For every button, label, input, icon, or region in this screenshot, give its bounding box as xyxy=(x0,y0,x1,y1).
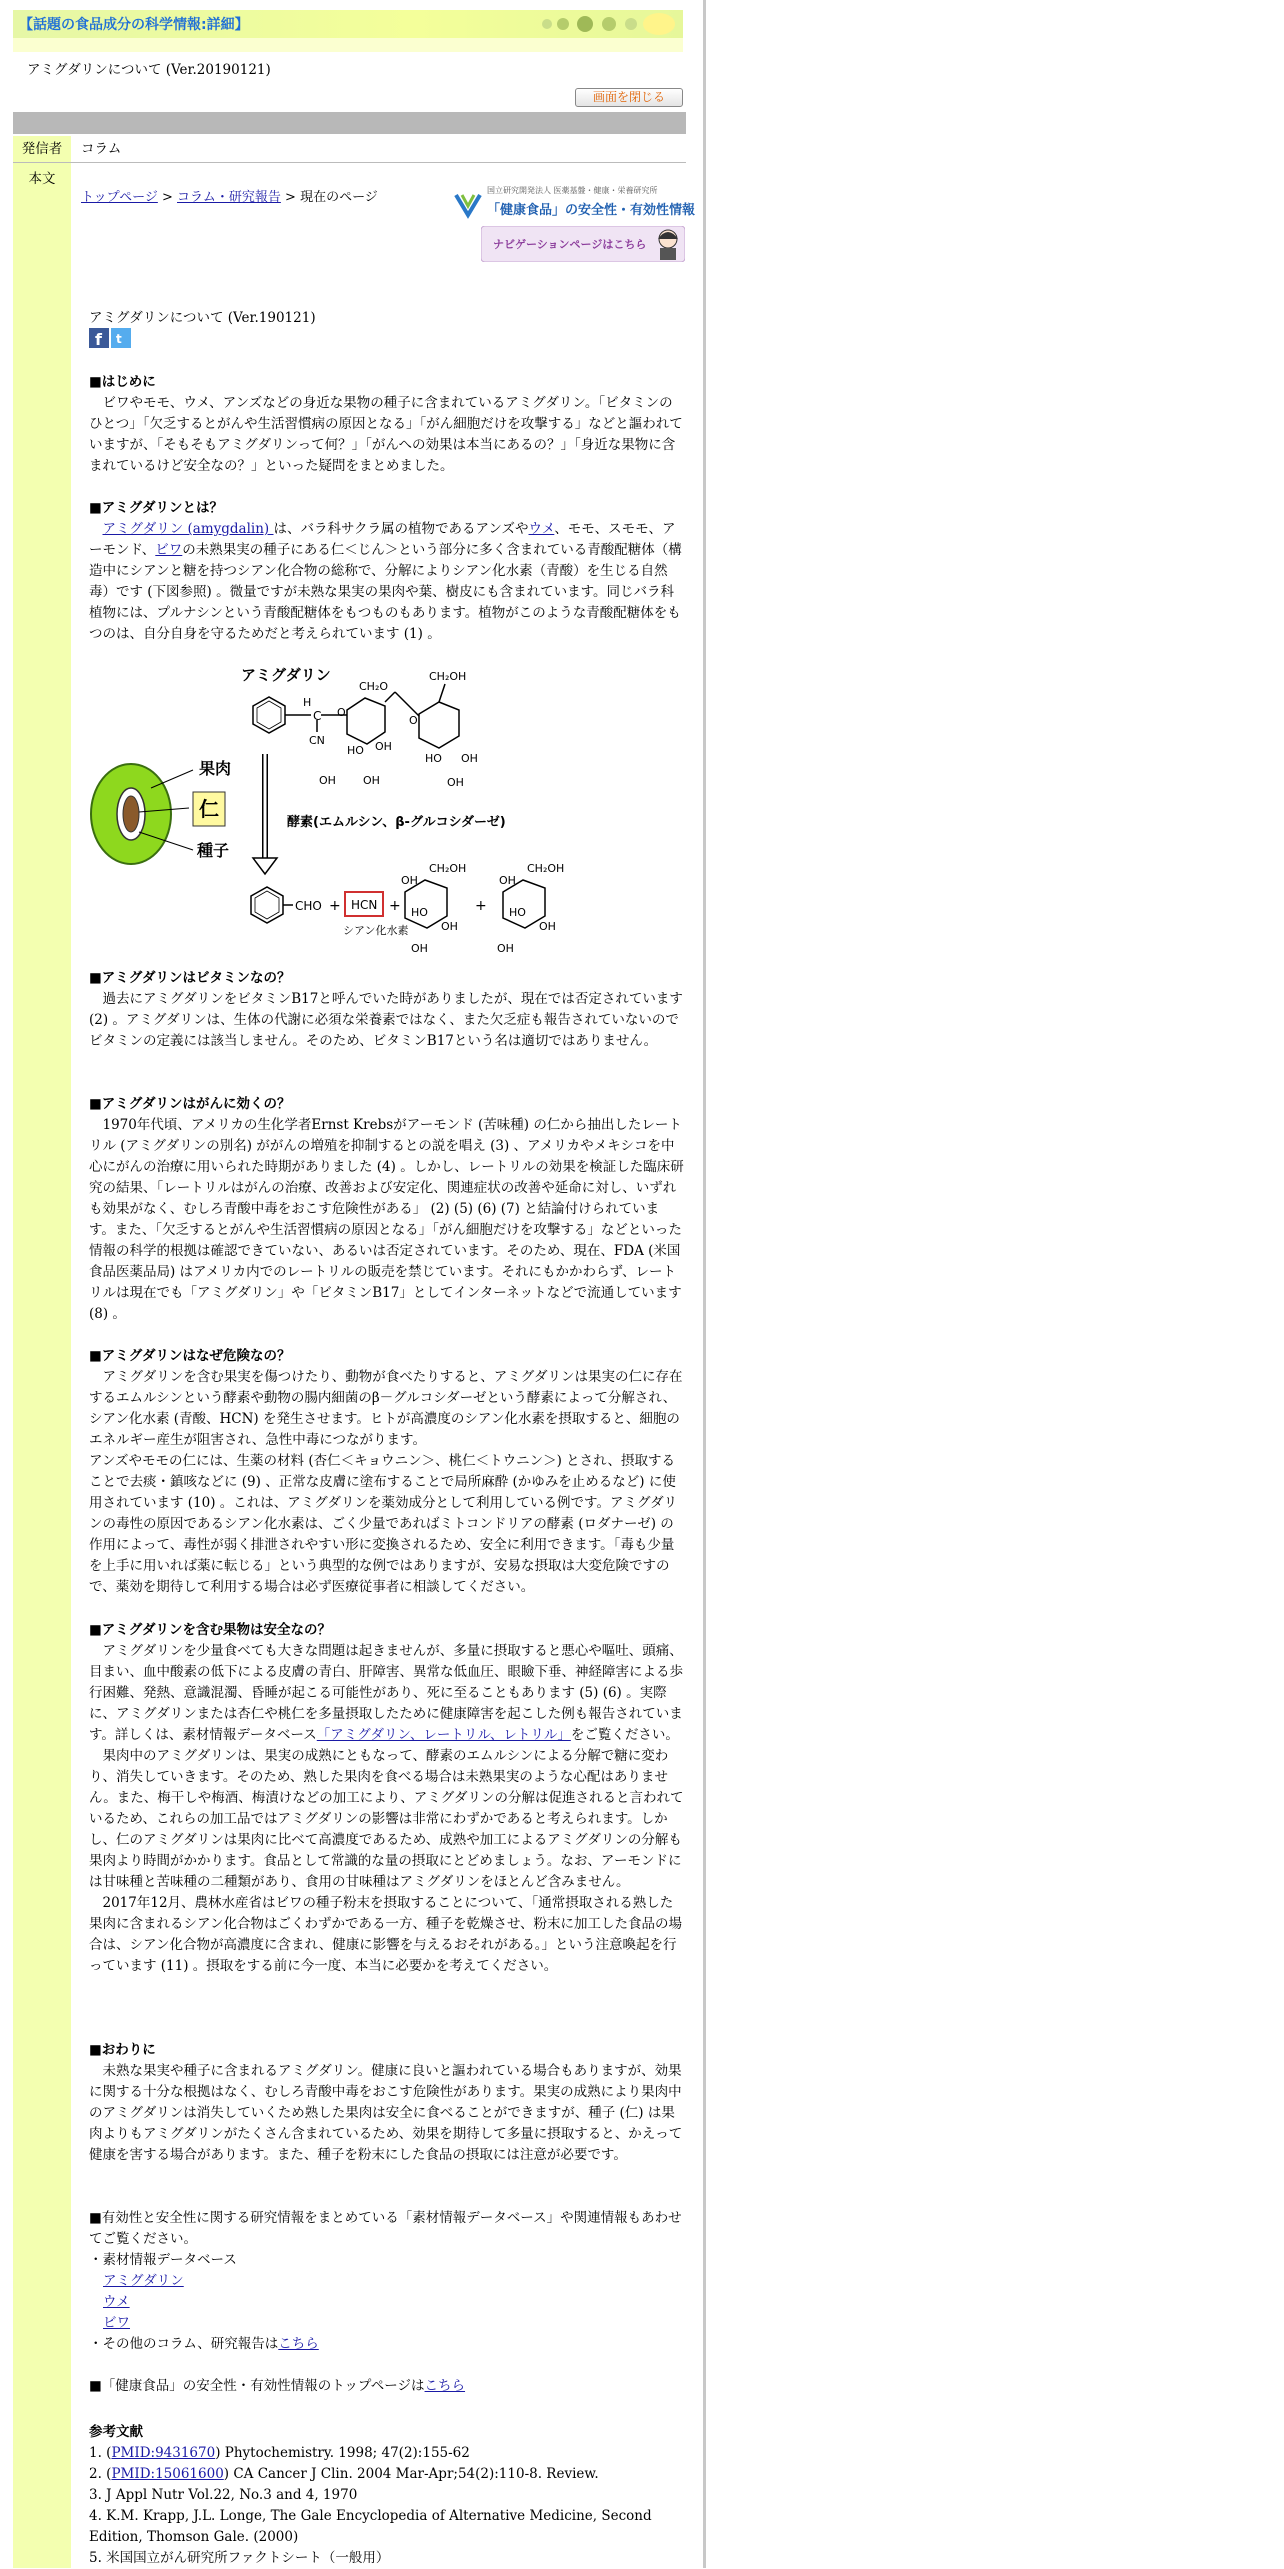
close-window-button[interactable]: 画面を閉じる xyxy=(575,88,683,107)
vitamin-heading: ■アミグダリンはビタミンなの？ xyxy=(89,970,291,986)
navigation-banner[interactable] xyxy=(481,226,685,262)
svg-text:CH₂OH: CH₂OH xyxy=(527,862,565,875)
amygdalin-structure xyxy=(253,684,459,748)
svg-text:CHO: CHO xyxy=(295,899,322,913)
section-vitamin xyxy=(89,968,685,1052)
svg-text:CH₂OH: CH₂OH xyxy=(429,670,467,683)
sns-share-buttons xyxy=(89,328,133,348)
section-references xyxy=(89,2422,685,2569)
site-logo[interactable] xyxy=(453,183,696,223)
related-top: ■「健康食品」の安全性・有効性情報のトップページはこちら xyxy=(89,2378,466,2394)
institute-logo-icon xyxy=(453,189,483,219)
what-text: アミグダリン (amygdalin) は、バラ科サクラ属の植物であるアンズやウメ、モモ、スモモ、アーモンド、ビワの未熟果実の種子にある仁＜じん＞という部分に多く含まれている青酸配糖体（構造中にシアンと糖を持つシアン化合物の総称で、分解によりシアン化水素（青酸）を生じる自然毒）です (下図参照) 。微量ですが未熟な果実の果肉や葉、樹皮にも含まれています。同じバラ科植物には、プルナシンという青酸配糖体をもつものもあります。植物がこのような青酸配糖体をもつのは、自分自身を守るためだと考えられています (1) 。 xyxy=(89,521,682,642)
related-other: ・その他のコラム、研究報告はこちら xyxy=(89,2336,319,2352)
hcn-name: シアン化水素 xyxy=(343,924,409,937)
danger-text-2: アンズやモモの仁には、生薬の材料 (杏仁＜キョウニン＞、桃仁＜トウニン＞) とされ、摂取することで去痰・鎮咳などに (9) 、正常な皮膚に塗布することで局所麻酔 (かゆみを止めるなど) に使用されています (10) 。これは、アミグダリンを薬効成分として利用している例です。アミグダリンの毒性の原因であるシアン化水素は、ごく少量であればミトコンドリアの酵素 (ロダナーゼ) の作用によって、毒性が弱く排泄されやすい形に変換されるため、安全に利用できます。「毒も少量を上手に用いれば薬に転じる」という典型的な例ではありますが、安易な摂取は大変危険ですので、薬効を期待して利用する場合は必ず医療従事者に相談してください。 xyxy=(89,1453,678,1595)
other-reports-link[interactable]: こちら xyxy=(278,2336,319,2352)
safe-text-2: 果肉中のアミグダリンは、果実の成熟にともなって、酵素のエムルシンによる分解で糖に変わり、消失していきます。そのため、熟した果肉を食べる場合は未熟果実のような心配はありません。また、梅干しや梅酒、梅漬けなどの加工により、アミグダリンの分解は促進されると言われているため、これらの加工品ではアミグダリンの影響は非常にわずかであると考えられます。しかし、仁のアミグダリンは果肉に比べて高濃度であるため、成熟や加工によるアミグダリンの分解も果肉より時間がかかります。食品として常識的な量の摂取にとどめましょう。なお、アーモンドには甘味種と苦味種の二種類があり、食用の甘味種はアミグダリンをほとんど含みません。 xyxy=(89,1748,684,1890)
svg-text:+: + xyxy=(389,898,401,914)
guide-character-icon xyxy=(653,227,683,261)
seed-label: 種子 xyxy=(197,841,230,860)
safe-text-1: アミグダリンを少量食べても大きな問題は起きませんが、多量に摂取すると悪心や嘔吐、頭痛、目まい、血中酸素の低下による皮膚の青白、肝障害、異常な低血圧、眼瞼下垂、神経障害による歩行困難、発熱、意識混濁、昏睡が起こる可能性があり、死に至ることもあります (5) (6) 。実際に、アミグダリンまたは杏仁や桃仁を多量摂取したために健康障害を起こした例も報告されています。詳しくは、素材情報データベース「アミグダリン、レートリル、レトリル」をご覧ください。 xyxy=(89,1643,683,1743)
safe-heading: ■アミグダリンを含む果物は安全なの？ xyxy=(89,1622,331,1638)
fruit-icon xyxy=(91,764,171,864)
svg-text:f: f xyxy=(95,330,102,348)
svg-text:CN: CN xyxy=(309,734,325,747)
svg-text:OH: OH xyxy=(375,740,392,753)
navigation-banner-label: ナビゲーションページはこちら xyxy=(493,238,647,251)
intro-text: ビワやモモ、ウメ、アンズなどの身近な果物の種子に含まれているアミグダリン。「ビタミンのひとつ」「欠乏するとがんや生活習慣病の原因となる」「がん細胞だけを攻撃する」などと謳われていますが、「そもそもアミグダリンって何？」「がんへの効果は本当にあるの？」「身近な果物に含まれているけど安全なの？」といった疑問をまとめました。 xyxy=(89,395,683,474)
reference-2: 2. (PMID:15061600) CA Cancer J Clin. 2004 Mar-Apr;54(2):110-8. Review. xyxy=(89,2466,599,2482)
breadcrumb-separator: > xyxy=(157,190,178,205)
svg-text:HO: HO xyxy=(411,906,428,919)
svg-text:O: O xyxy=(337,706,346,719)
references-heading: 参考文献 xyxy=(89,2424,143,2440)
header-decoration-icon xyxy=(535,13,675,35)
svg-text:OH: OH xyxy=(401,874,418,887)
figure-title: アミグダリン xyxy=(241,666,331,684)
header-strip xyxy=(13,38,683,52)
svg-text:OH: OH xyxy=(461,752,478,765)
svg-text:OH: OH xyxy=(499,874,516,887)
breadcrumb-current: 現在のページ xyxy=(300,190,378,205)
svg-text:OH: OH xyxy=(411,942,428,955)
related-db-label: ・素材情報データベース xyxy=(89,2252,237,2268)
pmid-15061600-link[interactable]: PMID:15061600 xyxy=(111,2466,224,2482)
svg-text:+: + xyxy=(329,898,341,914)
sender-label: 発信者 xyxy=(13,136,71,162)
sender-value: コラム xyxy=(81,141,122,157)
related-intro: ■有効性と安全性に関する研究情報をまとめている「素材情報データベース」や関連情報もあわせてご覧ください。 xyxy=(89,2210,682,2247)
reaction-arrow-icon xyxy=(253,754,277,874)
breadcrumb-top-link[interactable]: トップページ xyxy=(81,190,158,205)
svg-text:H: H xyxy=(303,696,312,709)
reference-1: 1. (PMID:9431670) Phytochemistry. 1998; 47(2):155-62 xyxy=(89,2445,470,2461)
svg-text:HO: HO xyxy=(347,744,364,757)
safe-text-3: 2017年12月、農林水産省はビワの種子粉末を摂取することについて、「通常摂取される熟した果肉に含まれるシアン化合物はごくわずかである一方、種子を乾燥させ、粉末に加工した食品の場合は、シアン化合物が高濃度に含まれ、健康に影響を与えるおそれがある。」という注意喚起を行っています (11) 。摂取をする前に今一度、本当に必要かを考えてください。 xyxy=(89,1895,683,1974)
intro-heading: ■はじめに xyxy=(89,374,156,390)
closing-text: 未熟な果実や種子に含まれるアミグダリン。健康に良いと謳われている場合もありますが、効果に関する十分な根拠はなく、むしろ青酸中毒をおこす危険性があります。果実の成熟により果肉中のアミグダリンは消失していくため熟した果肉は安全に食べることができますが、種子 (仁) は果肉よりもアミグダリンがたくさん含まれているため、効果を期待して多量に摂取すると、かえって健康を害する場合があります。また、種子を粉末にした食品の摂取には注意が必要です。 xyxy=(89,2063,683,2163)
biwa-link[interactable]: ビワ xyxy=(155,542,183,558)
sidebar-divider xyxy=(703,0,706,2568)
svg-text:OH: OH xyxy=(363,774,380,787)
body-label: 本文 xyxy=(13,163,71,2568)
hcn-label: HCN xyxy=(351,898,378,912)
top-page-link[interactable]: こちら xyxy=(424,2378,466,2394)
section-closing xyxy=(89,2040,685,2166)
danger-text-1: アミグダリンを含む果実を傷つけたり、動物が食べたりすると、アミグダリンは果実の仁に存在するエムルシンという酵素や動物の腸内細菌のβ－グルコシダーゼという酵素によって分解され、シアン化水素 (青酸、HCN) を発生させます。ヒトが高濃度のシアン化水素を摂取すると、細胞のエネルギー産生が阻害され、急性中毒につながります。 xyxy=(89,1369,683,1448)
reference-5: 5. 米国国立がん研究所ファクトシート（一般用） xyxy=(89,2550,390,2566)
svg-text:CH₂O: CH₂O xyxy=(359,680,389,693)
svg-text:HO: HO xyxy=(509,906,526,919)
amygdalin-diagram xyxy=(89,662,649,962)
header-bar xyxy=(13,10,683,38)
related-link-biwa[interactable]: ビワ xyxy=(103,2315,130,2331)
svg-text:HO: HO xyxy=(425,752,442,765)
section-cancer xyxy=(89,1094,685,1325)
pmid-9431670-link[interactable]: PMID:9431670 xyxy=(111,2445,216,2461)
pulp-label: 果肉 xyxy=(199,759,232,778)
gray-band xyxy=(13,112,686,134)
facebook-share-icon[interactable] xyxy=(89,328,109,348)
document-version: アミグダリンについて (Ver.20190121) xyxy=(27,62,271,78)
vitamin-text: 過去にアミグダリンをビタミンB17と呼んでいた時がありましたが、現在では否定されています (2) 。アミグダリンは、生体の代謝に必須な栄養素ではなく、また欠乏症も報告されていないのでビタミンの定義には該当しません。そのため、ビタミンB17という名は適切ではありません。 xyxy=(89,991,683,1049)
amygdalin-db-link[interactable]: 「アミグダリン、レートリル、レトリル」 xyxy=(316,1727,571,1743)
svg-text:OH: OH xyxy=(319,774,336,787)
related-link-ume[interactable]: ウメ xyxy=(103,2294,130,2310)
ume-link[interactable]: ウメ xyxy=(528,521,555,537)
closing-heading: ■おわりに xyxy=(89,2042,156,2058)
svg-text:t: t xyxy=(116,332,122,346)
related-link-amygdalin[interactable]: アミグダリン xyxy=(103,2273,184,2289)
svg-text:OH: OH xyxy=(447,776,464,789)
svg-text:+: + xyxy=(475,898,487,914)
sender-row xyxy=(13,136,686,163)
breadcrumb-column-link[interactable]: コラム・研究報告 xyxy=(177,190,281,205)
section-danger xyxy=(89,1346,685,1598)
section-intro xyxy=(89,372,685,477)
breadcrumb xyxy=(81,186,378,205)
enzyme-label: 酵素(エムルシン、β-グルコシダーゼ) xyxy=(287,815,506,830)
svg-text:O: O xyxy=(409,714,418,727)
cancer-heading: ■アミグダリンはがんに効くの？ xyxy=(89,1096,291,1112)
kernel-label: 仁 xyxy=(199,797,219,821)
svg-text:C: C xyxy=(313,709,322,723)
benzaldehyde-structure xyxy=(251,887,293,923)
cancer-text: 1970年代頃、アメリカの生化学者Ernst Krebsがアーモンド (苦味種) の仁から抽出したレートリル (アミグダリンの別名) ががんの増殖を抑制するとの説を唱え (3) 、アメリカやメキシコを中心にがんの治療に用いられた時期がありました (4) 。しかし、レートリルの効果を検証した臨床研究の結果、「レートリルはがんの治療、改善および安定化、関連症状の改善や延命に対し、いずれも効果がなく、むしろ青酸中毒をおこす危険性がある」 (2) (5) (6) (7) と結論付けられています。また、「欠乏するとがんや生活習慣病の原因となる」「がん細胞だけを攻撃する」などといった情報の科学的根拠は確認できていない、あるいは否定されています。そのため、現在、FDA (米国食品医薬品局) はアメリカ内でのレートリルの販売を禁じています。それにもかかわらず、レートリルは現在でも「アミグダリン」や「ビタミンB17」としてインターネットなどで流通しています (8) 。 xyxy=(89,1117,684,1322)
what-heading: ■アミグダリンとは？ xyxy=(89,500,223,516)
danger-heading: ■アミグダリンはなぜ危険なの？ xyxy=(89,1348,291,1364)
section-safe xyxy=(89,1620,685,1977)
article-title: アミグダリンについて (Ver.190121) xyxy=(89,310,316,326)
svg-text:OH: OH xyxy=(497,942,514,955)
amygdalin-link[interactable]: アミグダリン (amygdalin) xyxy=(102,521,274,537)
logo-name: 「健康食品」の安全性・有効性情報 xyxy=(487,203,696,218)
svg-text:OH: OH xyxy=(539,920,556,933)
section-related xyxy=(89,2208,685,2397)
svg-text:CH₂OH: CH₂OH xyxy=(429,862,467,875)
breadcrumb-separator: > xyxy=(280,190,301,205)
logo-org: 国立研究開発法人 医薬基盤・健康・栄養研究所 xyxy=(487,186,658,195)
reference-4: 4. K.M. Krapp, J.L. Longe, The Gale Encyclopedia of Alternative Medicine, Second Edition, Thomson Gale. (2000) xyxy=(89,2508,652,2545)
header-title: 【話題の食品成分の科学情報:詳細】 xyxy=(19,17,249,33)
reference-3: 3. J Appl Nutr Vol.22, No.3 and 4, 1970 xyxy=(89,2487,358,2503)
twitter-share-icon[interactable] xyxy=(111,328,131,348)
section-what xyxy=(89,498,685,645)
svg-text:OH: OH xyxy=(441,920,458,933)
